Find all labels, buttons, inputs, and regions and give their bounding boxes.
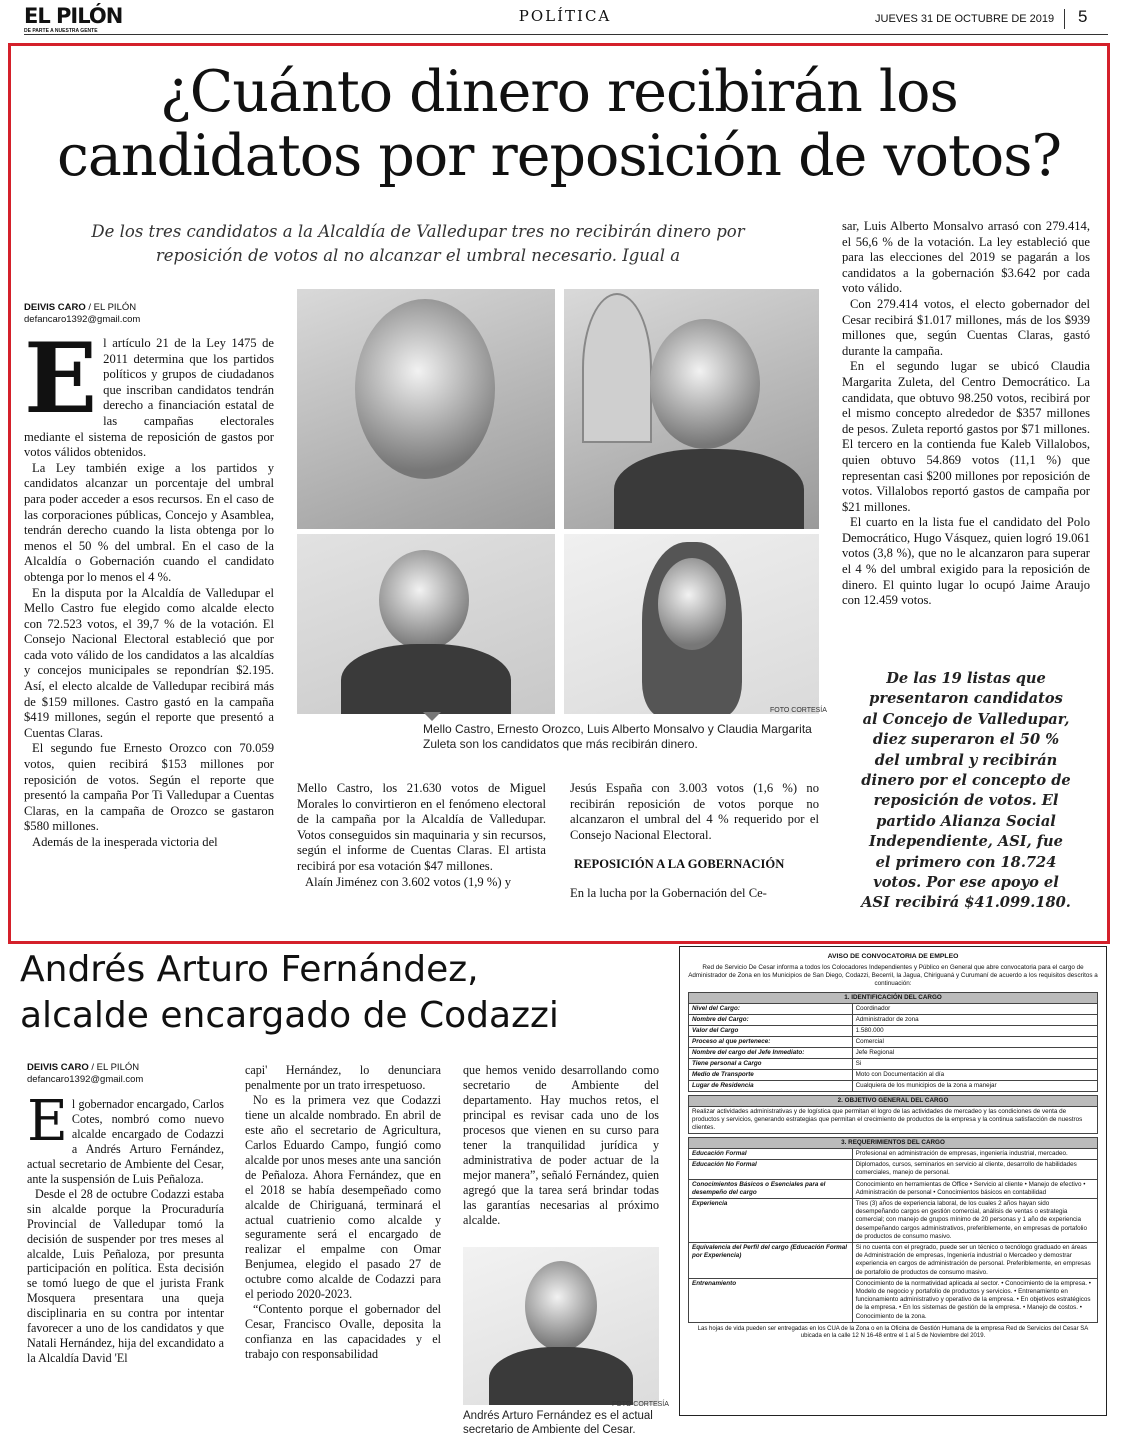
outlet: / EL PILÓN: [88, 302, 137, 313]
notice-row-label: Valor del Cargo: [689, 1026, 853, 1037]
notice-section-header: 2. OBJETIVO GENERAL DEL CARGO: [689, 1096, 1098, 1107]
notice-row-value: Conocimiento de la normatividad aplicada al sector. • Conocimiento de la empresa. • Modelo de negocio y portafolio de productos y servicios. • Entrenamiento en funcionamiento administrativo y operativo de la empresa. • En objetivos estratégicos de la empresa. • En los sistemas de gestión de la empresa. • Manejo de costos. • Conocimiento de la zona.: [852, 1278, 1097, 1322]
paragraph: La Ley también exige a los partidos y candidatos alcanzar un porcentaje del umbral para poder acceder a esos recursos. En el caso de las corporaciones públicas, Concejo y Asamblea, tendrán derecho cuando la lista obtenga por lo menos el 50 % del umbral. En el caso de la Alcaldía o Gobernación cuando el candidato obtenga por lo menos el 4 %.: [24, 460, 274, 584]
notice-row-label: Entrenamiento: [689, 1278, 853, 1322]
paragraph: que hemos venido desarrollando como secretario de Ambiente del departamento. Hay muchos retos, el principal es revisar cada uno de los procesos que vienen en su curso para tener la tranquilidad jurídica y administrativa de poder actuar de la mejor manera”, señaló Fernández, quien agregó que la tarea será brindar todas las garantías necesarias al próximo alcalde.: [463, 1063, 659, 1227]
photo-credit: FOTO CORTESÍA: [770, 707, 827, 714]
notice-title: AVISO DE CONVOCATORIA DE EMPLEO: [827, 953, 959, 960]
notice-row: [689, 1081, 1098, 1092]
photo-caption: Mello Castro, Ernesto Orozco, Luis Alberto Monsalvo y Claudia Margarita Zuleta son los candidatos que más recibirán dinero.: [423, 722, 812, 751]
notice-row-value: Moto con Documentación al día: [852, 1070, 1097, 1081]
notice-row: [689, 1037, 1098, 1048]
article1-column-3: [570, 781, 819, 902]
notice-row: [689, 1004, 1098, 1015]
paragraph: Alaín Jiménez con 3.602 votos (1,9 %) y: [305, 874, 512, 889]
photo-ernesto-orozco: [564, 289, 819, 529]
photo-claudia-margarita-zuleta: [564, 534, 819, 714]
paragraph: El artículo 21 de la Ley 1475 de 2011 determina que los partidos políticos y grupos de ciudadanos que inscriban candidatos tendrán derecho a financiación estatal de las campañas electorales mediante el sistema de reposición de gastos por votos válidos obtenidos.: [24, 322, 274, 460]
subtitle-line: De los tres candidatos a la Alcaldía de Valledupar tres no recibirán dinero por: [91, 222, 745, 241]
article1-column-2: [297, 781, 546, 890]
article1-column-1: [24, 322, 274, 851]
paragraph: Desde el 28 de octubre Codazzi estaba sin alcalde porque la Procuraduría Provincial de Valledupar tomó la decisión de suspender por tres meses al alcalde, Luis Peñaloza, por presunta participación en política. Esta decisión se tomó luego de que el jurista Frank Mosquera presentara una queja disciplinaria en su contra por intentar favorecer a uno de los candidatos y que Natali Hernández, hija del excandidato a la Alcaldía David 'El: [27, 1186, 224, 1366]
subheading: REPOSICIÓN A LA GOBERNACIÓN: [574, 857, 785, 872]
header-divider: [1064, 9, 1065, 29]
notice-row-label: Tiene personal a Cargo: [689, 1059, 853, 1070]
issue-date: JUEVES 31 DE OCTUBRE DE 2019: [875, 13, 1055, 25]
notice-row-value: Tres (3) años de experiencia laboral, de los cuales 2 años hayan sido desempeñando cargos en gestión comercial, análisis de ventas o estrategia comercial; con manejo de grupos mínimo de 20 personas y 1 año de experiencia desempeñando cargos administrativos, preferiblemente, en empresas de portafolio de productos de consumo masivo.: [852, 1199, 1097, 1243]
notice-row-label: Medio de Transporte: [689, 1070, 853, 1081]
notice-row-label: Equivalencia del Perfil del cargo (Educación Formal por Experiencia): [689, 1243, 853, 1279]
notice-row: [689, 1059, 1098, 1070]
photo-mello-castro: [297, 289, 555, 529]
header-rule: [24, 34, 1108, 35]
paragraph: En la disputa por la Alcaldía de Valledupar el Mello Castro fue elegido como alcalde electo con 72.523 votos, el 39,7 % de la votación. El Consejo Nacional Electoral estableció que por cada voto válido de los candidatos a las alcaldías y concejos municipales se repondrían $2.195. Así, el electo alcalde de Valledupar recibirá más de $159 millones. Castro gastó en la campaña $419 millones, según el reporte que presentó a Cuentas Claras.: [24, 585, 274, 740]
paragraph: El gobernador encargado, Carlos Cotes, nombró como nuevo alcalde encargado de Codazzi a Andrés Arturo Fernández, actual secretario de Ambiente del Cesar, ante la suspensión de Luis Peñaloza.: [27, 1089, 224, 1186]
masthead: [0, 0, 1128, 40]
notice-row: [689, 1199, 1098, 1243]
photo-credit: FOTO CORTESÍA: [612, 1401, 669, 1408]
paragraph: En el segundo lugar se ubicó Claudia Margarita Zuleta, del Centro Democrático. La candidata, que obtuvo 98.250 votos, recibirá por el mismo concepto alrededor de $357 millones de pesos. Zuleta reportó gastos por $71 millones. El tercero en la contienda fue Kaleb Villalobos, quien obtuvo 54.869 votos (11,1 %) que representan casi $200 millones por reposición de votos. Villalobos reportó gastos de campaña por $21 millones.: [842, 359, 1090, 514]
notice-row-value: Si no cuenta con el pregrado, puede ser un técnico o tecnólogo graduado en áreas de Administración de empresas, Ingeniería industrial o Mercadeo y demostrar experiencia en cargos de administración de personal. Preferiblemente, en empresas de portafolio de productos de consumo masivo.: [852, 1243, 1097, 1279]
notice-row-value: Profesional en administración de empresas, ingeniería industrial, mercadeo.: [852, 1149, 1097, 1160]
author: DEIVIS CARO: [27, 1062, 89, 1073]
article2-column-1: [27, 1089, 224, 1366]
headline-line: ¿Cuánto dinero recibirán los: [160, 59, 958, 125]
notice-row-value: Diplomados, cursos, seminarios en servicio al cliente, desarrollo de habilidades comerciales, manejo de personal.: [852, 1160, 1097, 1179]
outlet: / EL PILÓN: [91, 1062, 140, 1073]
author: DEIVIS CARO: [24, 302, 86, 313]
photo-andres-arturo-fernandez: [463, 1247, 659, 1405]
notice-row-label: Experiencia: [689, 1199, 853, 1243]
caption-marker: [423, 712, 441, 721]
notice-row-label: Nombre del Cargo:: [689, 1015, 853, 1026]
notice-row-label: Nombre del cargo del Jefe Inmediato:: [689, 1048, 853, 1059]
article2-headline: [20, 947, 670, 1039]
logo: EL PILÓN: [24, 4, 123, 28]
notice-row-value: Comercial: [852, 1037, 1097, 1048]
notice-row-label: Lugar de Residencia: [689, 1081, 853, 1092]
paragraph: El segundo fue Ernesto Orozco con 70.059 votos, quien recibirá $153 millones por reposición de votos. Según el reporte que presentó la campaña Por Ti Valledupar a Cuentas Claras, en la campaña de Orozco se gastaron $580 millones.: [24, 741, 274, 834]
article1-headline: [10, 60, 1108, 188]
photo-luis-alberto-monsalvo: [297, 534, 555, 714]
notice-row-value: Cualquiera de los municipios de la zona a manejar: [852, 1081, 1097, 1092]
dropcap: E: [24, 322, 98, 435]
paragraph: capi' Hernández, lo denunciara penalmente por un trato irrespetuoso.: [245, 1063, 441, 1092]
paragraph: El cuarto en la lista fue el candidato del Polo Democrático, Hugo Vásquez, quien logró 19.061 votos (3,8 %), que no le alcanzaron para superar el 4 % del umbral exigido para la reposición de dinero. El quinto lugar lo ocupó Jaime Araujo con 12.459 votos.: [842, 515, 1090, 608]
headline-line: candidatos por reposición de votos?: [56, 123, 1062, 189]
headline-line: Andrés Arturo Fernández,: [20, 949, 479, 990]
paragraph: Además de la inesperada victoria del: [32, 835, 218, 849]
notice-row: [689, 1048, 1098, 1059]
byline: [27, 1062, 143, 1086]
notice-row-value: Jefe Regional: [852, 1048, 1097, 1059]
notice-row-label: Educación No Formal: [689, 1160, 853, 1179]
paragraph: Mello Castro, los 21.630 votos de Miguel Morales lo convirtieron en el fenómeno electoral de la campaña por la Alcaldía de Valledupar. Votos conseguidos sin maquinaria y sin recursos, según el informe de Cuentas Claras. El artista recibirá por esa votación $47 millones.: [297, 781, 546, 873]
notice-row: [689, 1026, 1098, 1037]
notice-row-value: Administrador de zona: [852, 1015, 1097, 1026]
notice-row: [689, 1243, 1098, 1279]
dropcap: E: [27, 1089, 68, 1154]
article2-column-3: [463, 1063, 659, 1227]
notice-row: [689, 1149, 1098, 1160]
logo-tagline: DE PARTE A NUESTRA GENTE: [24, 28, 98, 34]
photo-caption: Andrés Arturo Fernández es el actual secretario de Ambiente del Cesar.: [463, 1410, 653, 1436]
notice-row: [689, 1160, 1098, 1179]
job-notice: [679, 946, 1107, 1416]
subtitle-line: reposición de votos al no alcanzar el umbral necesario. Igual a: [155, 246, 681, 265]
paragraph: No es la primera vez que Codazzi tiene un alcalde nombrado. En abril de este año el secretario de Agricultura, Carlos Eduardo Campo, fungió como alcalde por unos meses ante una sanción de Peñaloza. Ahora Fernández, que en el 2018 se había desempeñado como alcalde de Chiriguaná, terminará el actual cuatrienio como alcalde y seguramente será el encargado de realizar el empalme con Omar Benjumea, elegido el pasado 27 de octubre como alcalde de Codazzi para el periodo 2020-2023.: [245, 1092, 441, 1302]
article1-column-4: [842, 219, 1090, 609]
notice-row-value: Coordinador: [852, 1004, 1097, 1015]
notice-row-label: Proceso al que pertenece:: [689, 1037, 853, 1048]
notice-row-value: 1.580.000: [852, 1026, 1097, 1037]
paragraph: En la lucha por la Gobernación del Ce-: [570, 885, 767, 900]
article1-subtitle: [20, 220, 816, 268]
notice-row-value: Conocimiento en herramientas de Office • Servicio al cliente • Manejo de efectivo • Administración de personal • Conocimientos básicos en contabilidad: [852, 1179, 1097, 1198]
notice-objective: Realizar actividades administrativas y de logística que permitan el logro de las actividades de mercadeo y las condiciones de venta de productos y servicios, generando estrategias que permitan el crecimiento de productos de la empresa y la continua satisfacción de nuestros clientes.: [689, 1107, 1098, 1134]
notice-objective-table: [688, 1095, 1098, 1134]
notice-row-label: Conocimientos Básicos o Esenciales para el desempeño del cargo: [689, 1179, 853, 1198]
notice-section-header: 3. REQUERIMIENTOS DEL CARGO: [689, 1138, 1098, 1149]
notice-row: [689, 1070, 1098, 1081]
notice-row-label: Educación Formal: [689, 1149, 853, 1160]
notice-intro: Red de Servicio De Cesar informa a todos los Colocadores Independientes y Público en General que abre convocatoria para el cargo de Administrador de Zona en los Municipios de San Diego, Codazzi, Becerril, la Jagua, Chiriguaná y Curumaní de acuerdo a los requisitos descritos a continuación:: [688, 964, 1098, 987]
notice-requirements-table: [688, 1137, 1098, 1323]
pullquote: De las 19 listas que presentaron candidatos al Concejo de Valledupar, diez superaron el 50 % del umbral y recibirán dinero por el concepto de reposición de votos. El partido Alianza Social Independiente, ASI, fue el primero con 18.724 votos. Por ese apoyo el ASI recibirá $41.099.180.: [861, 670, 1071, 912]
notice-section-header: 1. IDENTIFICACIÓN DEL CARGO: [689, 993, 1098, 1004]
notice-row-value: Si: [852, 1059, 1097, 1070]
notice-footer: Las hojas de vida pueden ser entregadas en los CUA de la Zona o en la Oficina de Gestión Humana de la empresa Red de Servicios del Cesar SA ubicada en la calle 12 N 16-48 entre el 1 al 5 de Noviembre del 2019.: [697, 1325, 1089, 1340]
page-number: 5: [1078, 7, 1088, 26]
paragraph: “Contento porque el gobernador del Cesar, Francisco Ovalle, deposita la confianza en las capacidades y el trabajo con responsabilidad: [245, 1302, 441, 1362]
notice-row-label: Nivel del Cargo:: [689, 1004, 853, 1015]
author-email: defancaro1392@gmail.com: [27, 1074, 144, 1085]
headline-line: alcalde encargado de Codazzi: [20, 995, 559, 1036]
author-email: defancaro1392@gmail.com: [24, 314, 141, 325]
notice-identification-table: [688, 992, 1098, 1092]
notice-row: [689, 1179, 1098, 1198]
section-name: POLÍTICA: [518, 7, 612, 25]
paragraph: Jesús España con 3.003 votos (1,6 %) no recibirán reposición de votos porque no alcanzaron el umbral del 4 % requerido por el Consejo Nacional Electoral.: [570, 781, 819, 842]
notice-row: [689, 1015, 1098, 1026]
paragraph: Con 279.414 votos, el electo gobernador del Cesar recibirá $1.017 millones, más de los $939 millones que, según Cuentas Claras, gastó durante la campaña.: [842, 296, 1090, 358]
notice-row: [689, 1278, 1098, 1322]
article2-column-2: [245, 1063, 441, 1362]
paragraph: sar, Luis Alberto Monsalvo arrasó con 279.414, el 56,6 % de la votación. La ley estableció que para las elecciones del 2019 se pagarán a los candidatos a la gobernación $3.642 por cada voto válido.: [842, 219, 1090, 296]
